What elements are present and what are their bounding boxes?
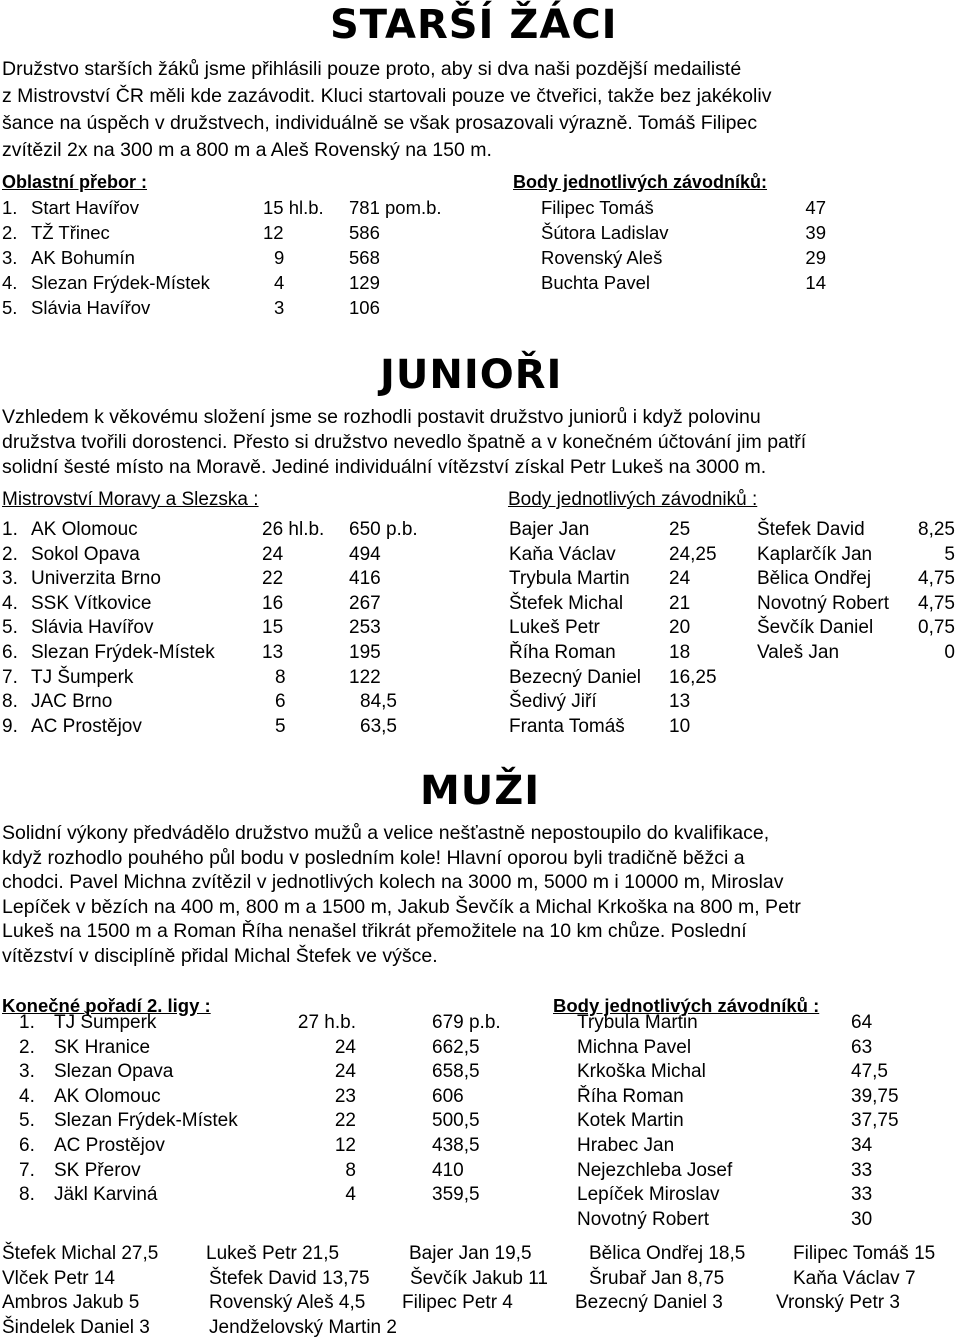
athlete-name: Šútora Ladislav xyxy=(541,222,669,243)
athlete-points: 0,75 xyxy=(918,617,955,639)
team-performance: 106 xyxy=(349,297,380,318)
athlete-entry: Filipec Petr 4 xyxy=(402,1292,513,1314)
athlete-points: 16,25 xyxy=(669,666,717,688)
athlete-name: Lepíček Miroslav xyxy=(577,1184,720,1206)
team-performance: 500,5 xyxy=(432,1110,480,1132)
athlete-name: Kaplarčík Jan xyxy=(757,543,873,565)
team-rank: 7. xyxy=(19,1159,35,1181)
team-performance: 781 pom.b. xyxy=(349,197,442,218)
athlete-points: 20 xyxy=(669,617,691,639)
team-rank: 7. xyxy=(2,666,18,688)
team-points: 22 xyxy=(334,1110,356,1132)
team-points: 8 xyxy=(275,666,286,688)
paragraph-line: chodci. Pavel Michna zvítězil v jednotlivých kolech na 3000 m, 5000 m i 10000 m, Miroslav xyxy=(2,871,784,894)
team-rank: 4. xyxy=(2,592,18,614)
team-performance: 359,5 xyxy=(432,1184,480,1206)
team-name: SK Přerov xyxy=(54,1159,141,1181)
team-points: 5 xyxy=(275,715,286,737)
athlete-name: Říha Roman xyxy=(577,1085,684,1107)
athlete-name: Štefek Michal xyxy=(509,592,624,614)
team-performance: 658,5 xyxy=(432,1061,480,1083)
paragraph-line: vítězství v disciplíně přidal Michal Štefek ve výšce. xyxy=(2,944,438,967)
team-performance: 267 xyxy=(349,592,381,614)
team-name: TJ Šumperk xyxy=(54,1012,157,1033)
paragraph-line: šance na úspěch v družstvech, individuálně se však prosazovali výrazně. Tomáš Filipec xyxy=(2,112,758,134)
team-name: Univerzita Brno xyxy=(31,568,161,590)
athlete-points: 8,25 xyxy=(918,519,955,540)
athlete-points: 5 xyxy=(944,543,955,565)
athlete-name: Rovenský Aleš xyxy=(541,247,663,268)
starsi-paragraph xyxy=(2,56,956,164)
athlete-points: 64 xyxy=(851,1012,873,1033)
team-points: 4 xyxy=(274,272,285,293)
team-points: 16 xyxy=(262,592,284,614)
team-name: Slezan Frýdek-Místek xyxy=(31,642,215,663)
athlete-points: 0 xyxy=(944,642,955,663)
team-points: 24 xyxy=(334,1061,356,1083)
team-name: AK Olomouc xyxy=(31,519,138,540)
juniori-paragraph xyxy=(2,405,956,480)
athlete-points: 29 xyxy=(805,247,826,268)
athlete-name: Trybula Martin xyxy=(509,568,630,590)
team-points: 12 xyxy=(263,222,284,243)
team-rank: 5. xyxy=(19,1110,35,1132)
team-performance: 679 p.b. xyxy=(432,1012,501,1033)
paragraph-line: Lepíček v bězích na 400 m, 800 m a 1500 m, Jakub Ševčík a Michal Krkoška na 800 m, Petr xyxy=(2,895,801,918)
athlete-name: Kotek Martin xyxy=(577,1110,684,1132)
paragraph-line: Družstvo starších žáků jsme přihlásili pouze proto, aby si dva naši pozdější medailisté xyxy=(2,58,742,80)
athlete-points: 21 xyxy=(669,592,691,614)
team-points: 22 xyxy=(262,568,284,590)
athlete-name: Michna Pavel xyxy=(577,1036,692,1058)
team-rank: 5. xyxy=(2,617,18,639)
athlete-entry: Bezecný Daniel 3 xyxy=(575,1292,723,1314)
paragraph-line: když rozhodlo pouhého půl bodu v posledním kole! Hlavní oporou byli tradičně běžci a xyxy=(2,846,745,869)
athlete-points: 39,75 xyxy=(851,1085,899,1107)
team-name: TJ Šumperk xyxy=(31,666,134,688)
team-name: Slezan Opava xyxy=(54,1061,174,1083)
athlete-entry: Ševčík Jakub 11 xyxy=(410,1267,549,1289)
athlete-points: 37,75 xyxy=(851,1110,899,1132)
team-name: AK Bohumín xyxy=(31,247,135,268)
athlete-points: 39 xyxy=(805,222,826,243)
paragraph-line: solidní šesté místo na Moravě. Jediné individuální vítězství získal Petr Lukeš na 3000 m. xyxy=(2,456,767,478)
team-points: 8 xyxy=(345,1159,356,1181)
paragraph-line: Solidní výkony předvádělo družstvo mužů a velice nešťastně nepostoupilo do kvalifikace, xyxy=(2,822,770,844)
team-name: JAC Brno xyxy=(31,691,113,713)
paragraph-line: Vzhledem k věkovému složení jsme se rozhodli postavit družstvo juniorů i když polovinu xyxy=(2,406,761,428)
paragraph-line: družstva tvořili dorostenci. Přesto si družstvo nevedlo špatně a v konečném účtování jim patří xyxy=(2,431,807,453)
team-rank: 4. xyxy=(2,272,18,293)
team-points: 4 xyxy=(345,1184,356,1206)
starsi-right-heading: Body jednotlivých závodníků: xyxy=(513,172,768,192)
team-name: AC Prostějov xyxy=(54,1135,165,1156)
team-rank: 2. xyxy=(2,543,18,565)
team-rank: 1. xyxy=(19,1012,35,1033)
athlete-entry: Bajer Jan 19,5 xyxy=(409,1243,532,1264)
team-rank: 1. xyxy=(2,519,18,540)
team-performance: 253 xyxy=(349,617,381,639)
juniori-right-heading: Body jednotlivých závodniků : xyxy=(508,489,758,510)
team-name: TŽ Třinec xyxy=(31,222,110,243)
team-performance: 122 xyxy=(349,666,381,688)
team-points: 15 xyxy=(262,617,284,639)
athlete-entry: Štefek Michal 27,5 xyxy=(2,1243,159,1264)
athlete-name: Bajer Jan xyxy=(509,519,590,540)
team-rank: 5. xyxy=(2,297,18,318)
team-points: 13 xyxy=(262,642,284,663)
athlete-points: 47 xyxy=(805,197,826,218)
team-performance: 416 xyxy=(349,568,381,590)
paragraph-line: z Mistrovství ČR měli kde zazávodit. Kluci startovali pouze ve čtveřici, takže bez jakékoliv xyxy=(2,85,772,107)
team-name: Sokol Opava xyxy=(31,543,140,565)
athlete-name: Trybula Martin xyxy=(577,1012,698,1033)
team-performance: 129 xyxy=(349,272,380,293)
athlete-name: Nejezchleba Josef xyxy=(577,1159,733,1181)
team-performance: 650 p.b. xyxy=(349,519,418,540)
athlete-points: 10 xyxy=(669,715,691,737)
team-rank: 2. xyxy=(2,222,18,243)
team-name: Slávia Havířov xyxy=(31,297,151,318)
team-points: 15 hl.b. xyxy=(263,197,324,218)
team-name: Jäkl Karviná xyxy=(54,1184,158,1206)
athlete-entry: Kaňa Václav 7 xyxy=(793,1267,916,1289)
team-rank: 3. xyxy=(2,247,18,268)
team-name: SK Hranice xyxy=(54,1036,151,1058)
athlete-entry: Šindelek Daniel 3 xyxy=(2,1316,150,1338)
team-performance: 568 xyxy=(349,247,380,268)
team-points: 12 xyxy=(334,1135,356,1156)
team-rank: 6. xyxy=(2,642,18,663)
athlete-name: Štefek David xyxy=(757,519,865,540)
team-rank: 1. xyxy=(2,197,18,218)
athlete-entry: Vronský Petr 3 xyxy=(776,1292,900,1314)
muzi-paragraph xyxy=(2,821,956,969)
team-name: Start Havířov xyxy=(31,197,139,218)
team-name: SSK Vítkovice xyxy=(31,592,152,614)
athlete-name: Buchta Pavel xyxy=(541,272,651,293)
athlete-points: 33 xyxy=(851,1159,873,1181)
athlete-name: Valeš Jan xyxy=(757,642,840,663)
team-rank: 8. xyxy=(2,691,18,713)
athlete-name: Ševčík Daniel xyxy=(757,617,874,639)
athlete-entry: Šrubař Jan 8,75 xyxy=(589,1267,725,1289)
team-points: 24 xyxy=(262,543,284,565)
athlete-name: Hrabec Jan xyxy=(577,1135,675,1156)
team-rank: 6. xyxy=(19,1135,35,1156)
paragraph-line: zvítězil 2x na 300 m a 800 m a Aleš Rovenský na 150 m. xyxy=(2,139,492,161)
team-name: Slezan Frýdek-Místek xyxy=(31,272,210,293)
athlete-points: 25 xyxy=(669,519,691,540)
athlete-entry: Jendželovský Martin 2 xyxy=(209,1316,397,1338)
athlete-name: Krkoška Michal xyxy=(577,1061,706,1083)
athlete-entry: Ambros Jakub 5 xyxy=(2,1292,140,1314)
starsi-left-heading: Oblastní přebor : xyxy=(2,172,148,192)
athlete-points: 34 xyxy=(851,1135,873,1156)
team-rank: 2. xyxy=(19,1036,35,1058)
athlete-entry: Lukeš Petr 21,5 xyxy=(206,1243,340,1264)
athlete-entry: Rovenský Aleš 4,5 xyxy=(209,1292,366,1314)
section-title-muzi: MUŽI xyxy=(420,768,541,814)
athlete-entry: Bělica Ondřej 18,5 xyxy=(589,1243,746,1264)
team-points: 26 hl.b. xyxy=(262,519,325,540)
team-performance: 438,5 xyxy=(432,1135,480,1156)
athlete-points: 47,5 xyxy=(851,1061,888,1083)
team-name: AC Prostějov xyxy=(31,715,142,737)
athlete-name: Bezecný Daniel xyxy=(509,666,642,688)
athlete-points: 14 xyxy=(805,272,826,293)
team-performance: 662,5 xyxy=(432,1036,480,1058)
team-points: 24 xyxy=(334,1036,356,1058)
team-performance: 494 xyxy=(349,543,381,565)
paragraph-line: Lukeš na 1500 m a Roman Říha nenašel třikrát přemožitele na 10 km chůze. Poslední xyxy=(2,920,747,943)
athlete-entry: Filipec Tomáš 15 xyxy=(793,1243,936,1264)
team-name: Slávia Havířov xyxy=(31,617,154,639)
team-points: 27 h.b. xyxy=(297,1012,356,1033)
team-performance: 195 xyxy=(349,642,381,663)
muzi-right-heading: Body jednotlivých závodníků : xyxy=(553,995,820,1016)
team-points: 6 xyxy=(275,691,286,713)
team-performance: 84,5 xyxy=(360,691,397,713)
athlete-points: 24,25 xyxy=(669,543,717,565)
team-performance: 410 xyxy=(432,1159,464,1181)
juniori-left-heading: Mistrovství Moravy a Slezska : xyxy=(2,489,259,510)
team-rank: 3. xyxy=(19,1061,35,1083)
team-performance: 586 xyxy=(349,222,380,243)
team-rank: 9. xyxy=(2,715,18,737)
athlete-points: 24 xyxy=(669,568,691,590)
team-rank: 4. xyxy=(19,1085,35,1107)
team-name: Slezan Frýdek-Místek xyxy=(54,1110,238,1132)
athlete-name: Franta Tomáš xyxy=(509,715,625,737)
athlete-name: Lukeš Petr xyxy=(509,617,600,639)
athlete-name: Novotný Robert xyxy=(577,1208,710,1230)
athlete-entry: Vlček Petr 14 xyxy=(2,1267,115,1289)
section-title-juniori: JUNIOŘI xyxy=(380,352,563,398)
athlete-name: Říha Roman xyxy=(509,642,616,663)
athlete-name: Šedivý Jiří xyxy=(509,691,597,713)
team-points: 3 xyxy=(274,297,285,318)
team-rank: 8. xyxy=(19,1184,35,1206)
athlete-points: 18 xyxy=(669,642,691,663)
team-points: 9 xyxy=(274,247,285,268)
athlete-name: Novotný Robert xyxy=(757,592,890,614)
team-performance: 63,5 xyxy=(360,715,397,737)
section-title-starsi-zaci: STARŠÍ ŽÁCI xyxy=(330,2,618,48)
athlete-points: 63 xyxy=(851,1036,873,1058)
athlete-entry: Štefek David 13,75 xyxy=(209,1267,370,1289)
athlete-points: 30 xyxy=(851,1208,873,1230)
athlete-name: Kaňa Václav xyxy=(509,543,616,565)
athlete-points: 4,75 xyxy=(918,568,955,590)
team-name: AK Olomouc xyxy=(54,1085,161,1107)
athlete-points: 13 xyxy=(669,691,691,713)
team-performance: 606 xyxy=(432,1085,464,1107)
athlete-points: 4,75 xyxy=(918,592,955,614)
athlete-name: Bělica Ondřej xyxy=(757,568,872,590)
team-points: 23 xyxy=(334,1085,356,1107)
team-rank: 3. xyxy=(2,568,18,590)
athlete-name: Filipec Tomáš xyxy=(541,197,654,218)
muzi-left-heading: Konečné pořadí 2. ligy : xyxy=(2,995,211,1016)
athlete-points: 33 xyxy=(851,1184,873,1206)
